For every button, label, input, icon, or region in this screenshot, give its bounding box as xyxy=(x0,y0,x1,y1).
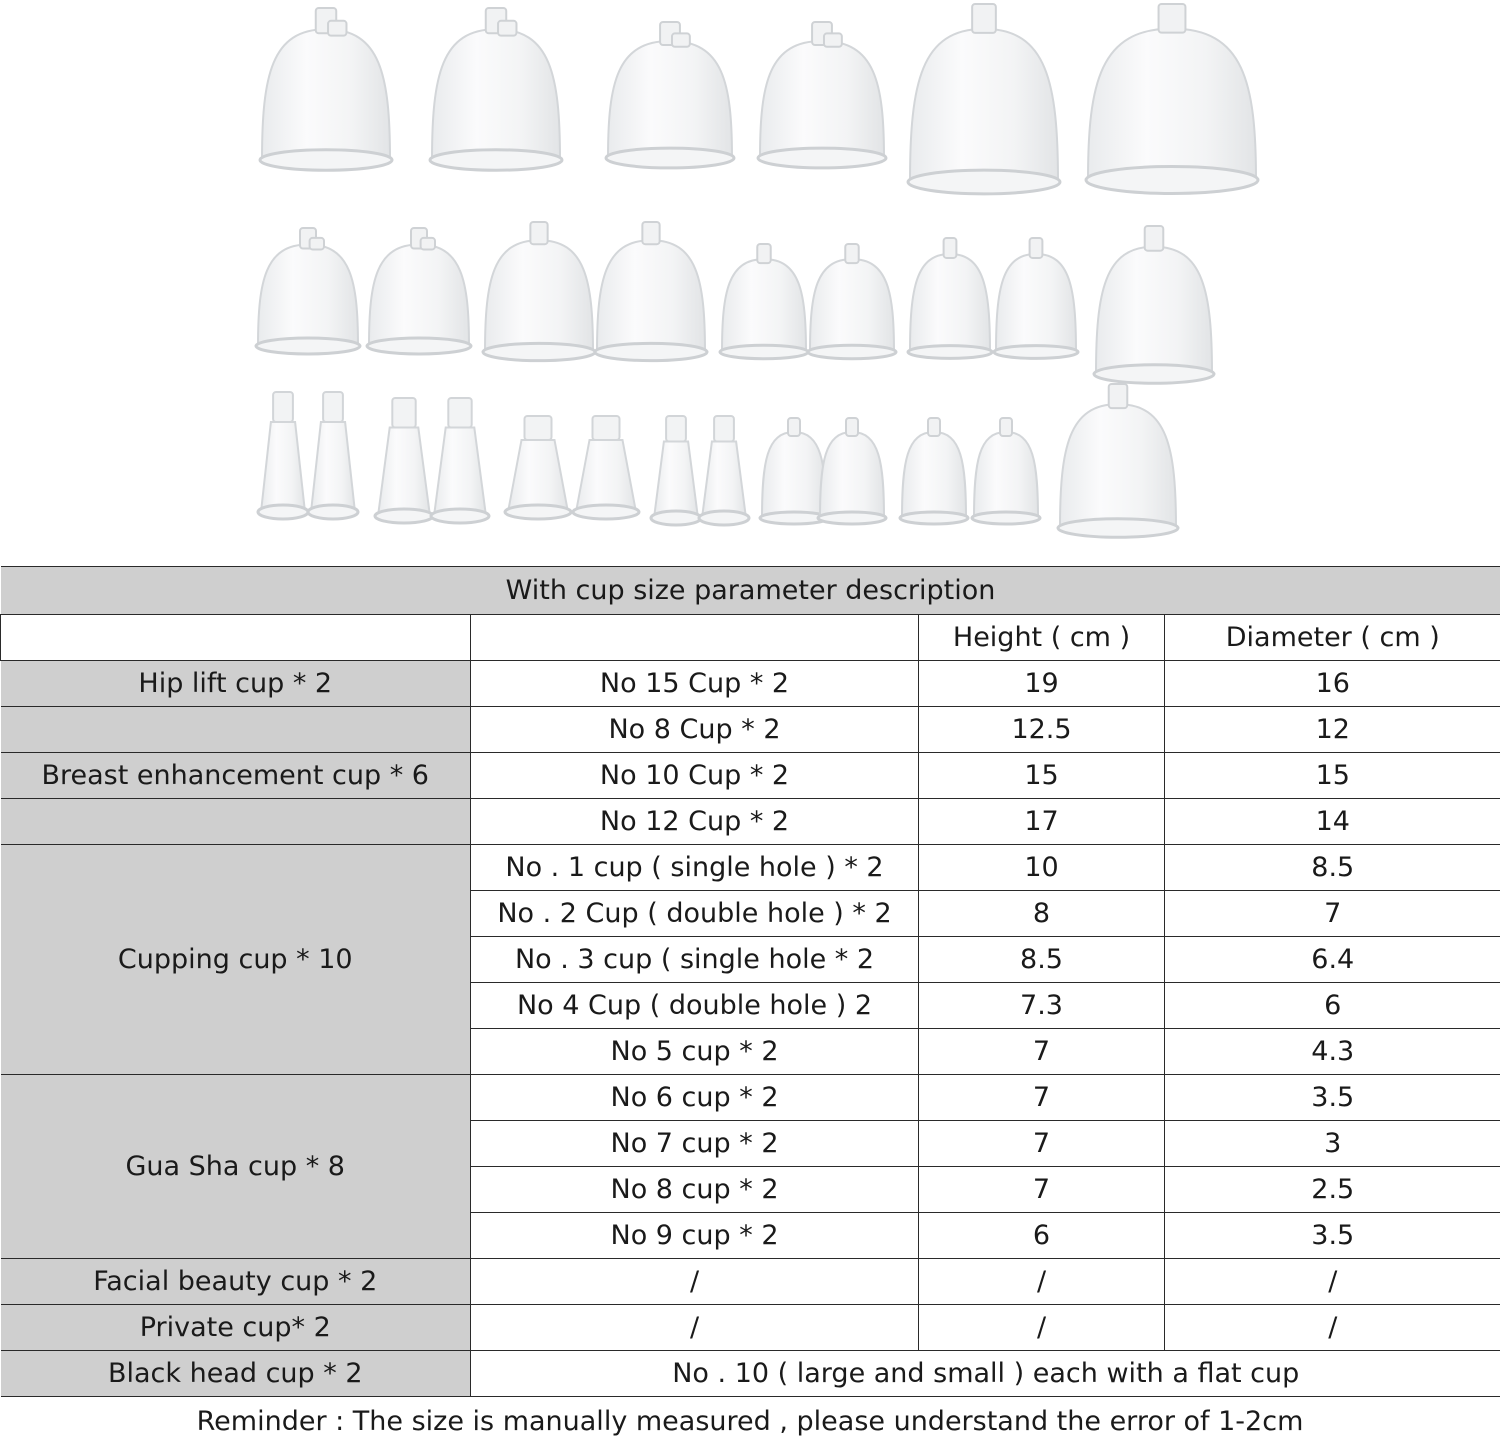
table-title-row xyxy=(1,567,1500,615)
clear-cup xyxy=(483,222,595,361)
height-cell: / xyxy=(919,1259,1165,1305)
clear-cup xyxy=(972,418,1040,524)
table-row xyxy=(1,845,1500,891)
clear-cup xyxy=(260,8,392,170)
product-photo xyxy=(0,0,1500,566)
height-cell: 8 xyxy=(919,891,1165,937)
diameter-cell: 3.5 xyxy=(1165,1075,1500,1121)
diameter-cell: 3.5 xyxy=(1165,1213,1500,1259)
note-cell: No . 10 ( large and small ) each with a flat cup xyxy=(471,1351,1500,1397)
cup-name-cell: No . 3 cup ( single hole * 2 xyxy=(471,937,919,983)
cup-name-cell: / xyxy=(471,1259,919,1305)
clear-cup xyxy=(720,244,808,359)
height-cell: 6 xyxy=(919,1213,1165,1259)
tube-cup xyxy=(699,416,749,525)
height-cell: 7.3 xyxy=(919,983,1165,1029)
header-cup xyxy=(471,615,919,661)
category-cell: Private cup* 2 xyxy=(1,1305,471,1351)
category-cell: Cupping cup * 10 xyxy=(1,845,471,1075)
diameter-cell: 8.5 xyxy=(1165,845,1500,891)
cup-name-cell: No 15 Cup * 2 xyxy=(471,661,919,707)
table-row xyxy=(1,661,1500,707)
height-cell: 8.5 xyxy=(919,937,1165,983)
table-row xyxy=(1,707,1500,753)
clear-cup xyxy=(900,418,968,524)
clear-cup xyxy=(430,8,562,170)
cup-name-cell: No 8 cup * 2 xyxy=(471,1167,919,1213)
diameter-cell: 7 xyxy=(1165,891,1500,937)
cup-name-cell: No 10 Cup * 2 xyxy=(471,753,919,799)
reminder-note: Reminder : The size is manually measured , please understand the error of 1-2cm xyxy=(196,1406,1304,1437)
category-cell: Breast enhancement cup * 6 xyxy=(1,753,471,799)
height-cell: 7 xyxy=(919,1167,1165,1213)
height-cell: 7 xyxy=(919,1075,1165,1121)
diameter-cell: / xyxy=(1165,1305,1500,1351)
clear-cup xyxy=(758,22,886,168)
category-cell: Facial beauty cup * 2 xyxy=(1,1259,471,1305)
table-row xyxy=(1,1305,1500,1351)
tube-cup xyxy=(573,416,639,519)
header-diameter: Diameter ( cm ) xyxy=(1165,615,1500,661)
cup-name-cell: No 6 cup * 2 xyxy=(471,1075,919,1121)
diameter-cell: 15 xyxy=(1165,753,1500,799)
diameter-cell: 12 xyxy=(1165,707,1500,753)
clear-cup xyxy=(595,222,707,361)
tube-cup xyxy=(308,392,358,519)
cup-name-cell: No 9 cup * 2 xyxy=(471,1213,919,1259)
diameter-cell: 3 xyxy=(1165,1121,1500,1167)
table-row xyxy=(1,753,1500,799)
clear-cup xyxy=(908,238,992,358)
clear-cup xyxy=(256,228,360,354)
tube-cup xyxy=(651,416,701,525)
height-cell: 15 xyxy=(919,753,1165,799)
cup-name-cell: No . 1 cup ( single hole ) * 2 xyxy=(471,845,919,891)
category-cell: Gua Sha cup * 8 xyxy=(1,1075,471,1259)
category-cell: Hip lift cup * 2 xyxy=(1,661,471,707)
height-cell: 12.5 xyxy=(919,707,1165,753)
clear-cup xyxy=(908,4,1060,194)
height-cell: 10 xyxy=(919,845,1165,891)
clear-cup xyxy=(1094,226,1214,383)
cup-name-cell: No 5 cup * 2 xyxy=(471,1029,919,1075)
cup-name-cell: No . 2 Cup ( double hole ) * 2 xyxy=(471,891,919,937)
cup-name-cell: No 12 Cup * 2 xyxy=(471,799,919,845)
height-cell: 7 xyxy=(919,1029,1165,1075)
table-title: With cup size parameter description xyxy=(1,567,1500,615)
cup-size-table xyxy=(0,566,1500,1397)
height-cell: 7 xyxy=(919,1121,1165,1167)
header-row xyxy=(1,615,1500,661)
header-height: Height ( cm ) xyxy=(919,615,1165,661)
height-cell: / xyxy=(919,1305,1165,1351)
diameter-cell: 2.5 xyxy=(1165,1167,1500,1213)
table-row xyxy=(1,1259,1500,1305)
category-cell: Black head cup * 2 xyxy=(1,1351,471,1397)
table-row xyxy=(1,1075,1500,1121)
tube-cup xyxy=(258,392,308,519)
category-cell xyxy=(1,707,471,753)
diameter-cell: 6 xyxy=(1165,983,1500,1029)
cup-name-cell: No 4 Cup ( double hole ) 2 xyxy=(471,983,919,1029)
tube-cup xyxy=(375,398,433,523)
category-cell xyxy=(1,799,471,845)
header-category xyxy=(1,615,471,661)
diameter-cell: 6.4 xyxy=(1165,937,1500,983)
diameter-cell: 16 xyxy=(1165,661,1500,707)
tube-cup xyxy=(505,416,571,519)
tube-cup xyxy=(431,398,489,523)
clear-cup xyxy=(367,228,471,354)
clear-cup xyxy=(1086,4,1258,193)
clear-cup xyxy=(808,244,896,359)
clear-cup xyxy=(818,418,886,524)
cup-name-cell: / xyxy=(471,1305,919,1351)
cup-name-cell: No 7 cup * 2 xyxy=(471,1121,919,1167)
clear-cup xyxy=(760,418,828,524)
height-cell: 19 xyxy=(919,661,1165,707)
table-row xyxy=(1,1351,1500,1397)
diameter-cell: / xyxy=(1165,1259,1500,1305)
table-row xyxy=(1,799,1500,845)
height-cell: 17 xyxy=(919,799,1165,845)
clear-cup xyxy=(606,22,734,168)
diameter-cell: 4.3 xyxy=(1165,1029,1500,1075)
diameter-cell: 14 xyxy=(1165,799,1500,845)
clear-cup xyxy=(994,238,1078,358)
cup-name-cell: No 8 Cup * 2 xyxy=(471,707,919,753)
clear-cup xyxy=(1058,384,1178,537)
